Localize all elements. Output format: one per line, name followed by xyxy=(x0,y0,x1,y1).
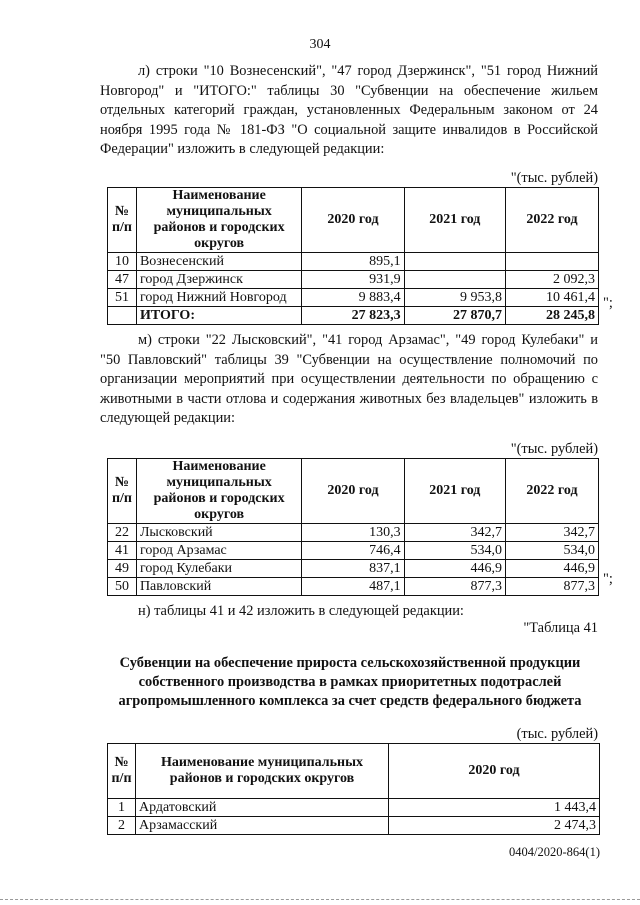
header-2020: 2020 год xyxy=(302,459,404,524)
table-row: 1 Ардатовский 1 443,4 xyxy=(108,799,600,817)
header-num: № п/п xyxy=(108,744,136,799)
header-name: Наименование муниципальных районов и городских округов xyxy=(136,188,301,253)
table41-title: Субвенции на обеспечение прироста сельскохозяйственной продукции собственного производства в рамках приоритетных подотраслей агропромышленного комплекса за счет средств федерального бюджета xyxy=(118,655,582,709)
table-row: 41 город Арзамас 746,4 534,0 534,0 xyxy=(108,542,599,560)
table-row: 47 город Дзержинск 931,9 2 092,3 xyxy=(108,271,599,289)
units-label-table30: "(тыс. рублей) xyxy=(510,170,598,186)
header-2020: 2020 год xyxy=(302,188,404,253)
table-header-row xyxy=(108,459,599,524)
header-num: № п/п xyxy=(108,459,137,524)
header-2021: 2021 год xyxy=(404,459,505,524)
table30-closing-quote: "; xyxy=(603,295,613,311)
units-label-table41: (тыс. рублей) xyxy=(516,726,598,742)
table-row: 51 город Нижний Новгород 9 883,4 9 953,8 10 461,4 xyxy=(108,289,599,307)
table-row: 50 Павловский 487,1 877,3 877,3 xyxy=(108,578,599,596)
table-total-row: ИТОГО: 27 823,3 27 870,7 28 245,8 xyxy=(108,307,599,325)
header-2022: 2022 год xyxy=(505,459,598,524)
table-39 xyxy=(107,458,599,596)
document-code: 0404/2020-864(1) xyxy=(509,845,600,859)
table-row: 10 Вознесенский 895,1 xyxy=(108,253,599,271)
scan-edge-divider xyxy=(0,899,640,900)
table-row: 49 город Кулебаки 837,1 446,9 446,9 xyxy=(108,560,599,578)
page-number: 304 xyxy=(309,37,331,52)
table-30 xyxy=(107,187,599,325)
paragraph-n: н) таблицы 41 и 42 изложить в следующей редакции: xyxy=(138,603,464,619)
table-row: 2 Арзамасский 2 474,3 xyxy=(108,817,600,835)
table-41 xyxy=(107,743,600,835)
table-header-row xyxy=(108,188,599,253)
header-2021: 2021 год xyxy=(404,188,505,253)
header-name: Наименование муниципальных районов и городских округов xyxy=(136,744,389,799)
header-num: № п/п xyxy=(108,188,137,253)
table41-label: "Таблица 41 xyxy=(523,620,598,636)
header-2020: 2020 год xyxy=(389,744,600,799)
header-2022: 2022 год xyxy=(505,188,598,253)
header-name: Наименование муниципальных районов и городских округов xyxy=(136,459,301,524)
table39-closing-quote: "; xyxy=(603,571,613,587)
paragraph-l: л) строки "10 Вознесенский", "47 город Дзержинск", "51 город Нижний Новгород" и "ИТОГО:" таблицы 30 "Субвенции на обеспечение жильем отдельных категорий граждан, установленных Федеральным законом от 24 ноября 1995 года № 181-ФЗ "О социальной защите инвалидов в Российской Федерации" изложить в следующей редакции: xyxy=(100,63,598,157)
units-label-table39: "(тыс. рублей) xyxy=(510,441,598,457)
table-header-row xyxy=(108,744,600,799)
table-row: 22 Лысковский 130,3 342,7 342,7 xyxy=(108,524,599,542)
paragraph-m: м) строки "22 Лысковский", "41 город Арзамас", "49 город Кулебаки" и "50 Павловский" таблицы 39 "Субвенции на осуществление полномочий по организации мероприятий при осуществлении деятельности по обращению с животными в части отлова и содержания животных без владельцев" изложить в следующей редакции: xyxy=(100,332,598,426)
